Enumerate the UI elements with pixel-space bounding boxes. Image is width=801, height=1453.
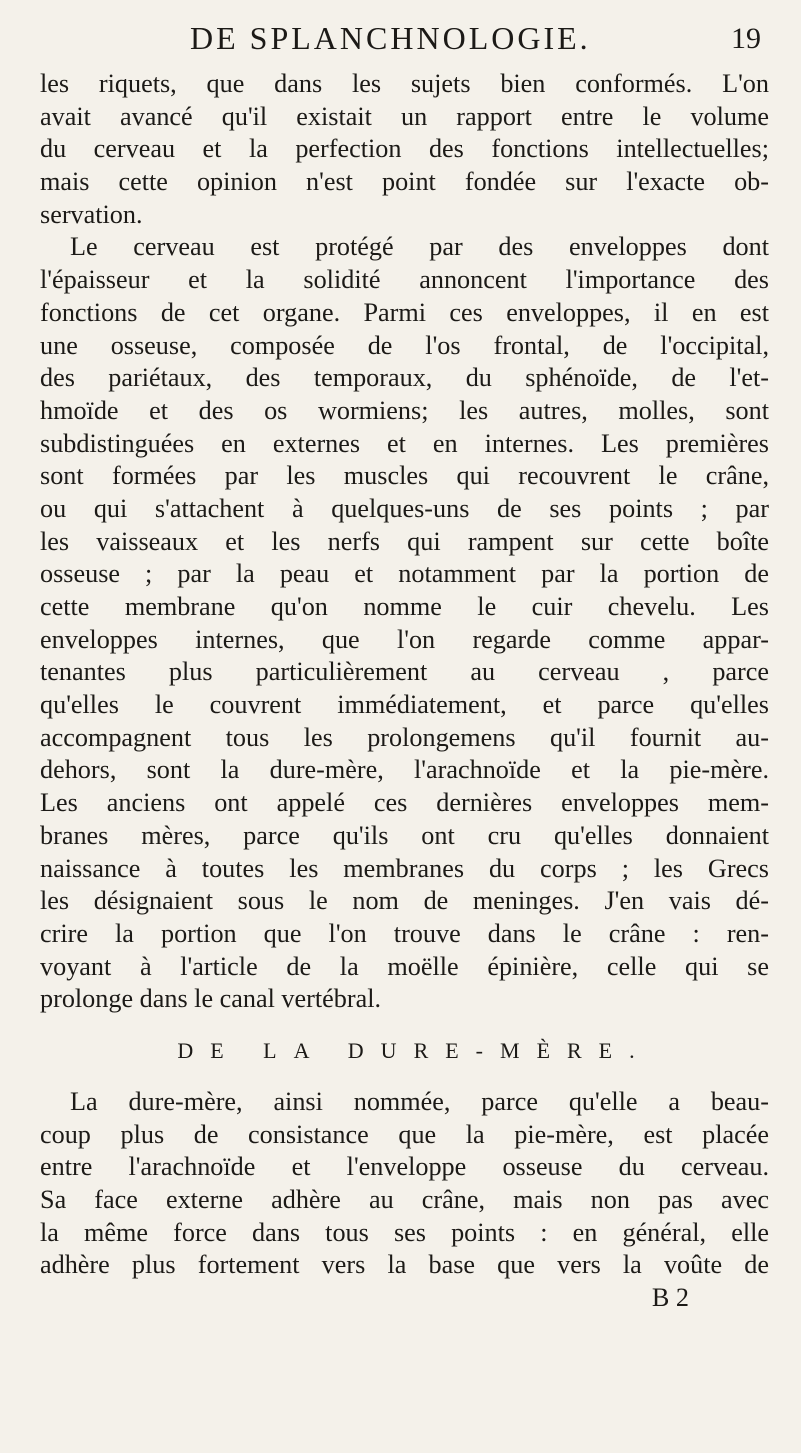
text-line: enveloppes internes, que l'on regarde comme appar- (40, 624, 769, 654)
text-line: accompagnent tous les prolongemens qu'il fournit au- (40, 722, 769, 752)
text-line: branes mères, parce qu'ils ont cru qu'elles donnaient (40, 820, 769, 850)
text-line: La dure-mère, ainsi nommée, parce qu'elle a beau- (70, 1086, 769, 1116)
text-line: dehors, sont la dure-mère, l'arachnoïde et la pie-mère. (40, 755, 769, 785)
text-line: ou qui s'attachent à quelques-uns de ses points ; par (40, 493, 769, 523)
text-line: une osseuse, composée de l'os frontal, de l'occipital, (40, 330, 769, 360)
section-heading: DE LA DURE-MÈRE. (177, 1037, 652, 1063)
paragraph-3 (40, 1086, 769, 1282)
paragraph-2 (40, 231, 769, 1016)
text-line: osseuse ; par la peau et notamment par la portion de (40, 559, 769, 589)
text-line: les désignaient sous le nom de meninges. J'en vais dé- (40, 886, 769, 916)
text-line: hmoïde et des os wormiens; les autres, molles, sont (40, 395, 769, 425)
text-line: servation. (40, 199, 143, 229)
text-line: mais cette opinion n'est point fondée sur l'exacte ob- (40, 167, 769, 197)
text-line: sont formées par les muscles qui recouvrent le crâne, (40, 461, 769, 491)
text-line: des pariétaux, des temporaux, du sphénoïde, de l'et- (40, 363, 769, 393)
body-text (40, 68, 769, 1314)
text-line: l'épaisseur et la solidité annoncent l'importance des (40, 265, 769, 295)
text-line: la même force dans tous ses points : en général, elle (40, 1217, 769, 1247)
page-number: 19 (731, 22, 761, 55)
text-line: les riquets, que dans les sujets bien conformés. L'on (40, 69, 769, 98)
text-line: crire la portion que l'on trouve dans le crâne : ren- (40, 918, 769, 948)
text-line: adhère plus fortement vers la base que vers la voûte de (40, 1250, 769, 1280)
running-head (40, 20, 761, 60)
text-line: coup plus de consistance que la pie-mère, est placée (40, 1119, 769, 1149)
text-line: voyant à l'article de la moëlle épinière, celle qui se (40, 951, 769, 981)
text-line: Le cerveau est protégé par des enveloppes dont (70, 232, 769, 262)
text-line: cette membrane qu'on nomme le cuir chevelu. Les (40, 592, 769, 621)
text-line: fonctions de cet organe. Parmi ces enveloppes, il en est (40, 297, 769, 327)
text-line: naissance à toutes les membranes du corps ; les Grecs (40, 853, 769, 883)
text-line: entre l'arachnoïde et l'enveloppe osseuse du cerveau. (40, 1152, 769, 1182)
text-line: du cerveau et la perfection des fonctions intellectuelles; (40, 134, 769, 164)
paragraph-1 (40, 68, 769, 231)
text-line: avait avancé qu'il existait un rapport entre le volume (40, 101, 769, 131)
running-title: DE SPLANCHNOLOGIE. (190, 20, 591, 56)
text-line: Sa face externe adhère au crâne, mais non pas avec (40, 1185, 769, 1214)
text-line: subdistinguées en externes et en internes. Les premières (40, 428, 769, 458)
text-line: tenantes plus particulièrement au cerveau , parce (40, 657, 769, 687)
text-line: Les anciens ont appelé ces dernières enveloppes mem- (40, 788, 769, 818)
text-line: prolonge dans le canal vertébral. (40, 984, 382, 1014)
text-line: qu'elles le couvrent immédiatement, et parce qu'elles (40, 690, 769, 720)
signature-mark: B 2 (651, 1283, 689, 1313)
text-line: les vaisseaux et les nerfs qui rampent sur cette boîte (40, 526, 769, 556)
